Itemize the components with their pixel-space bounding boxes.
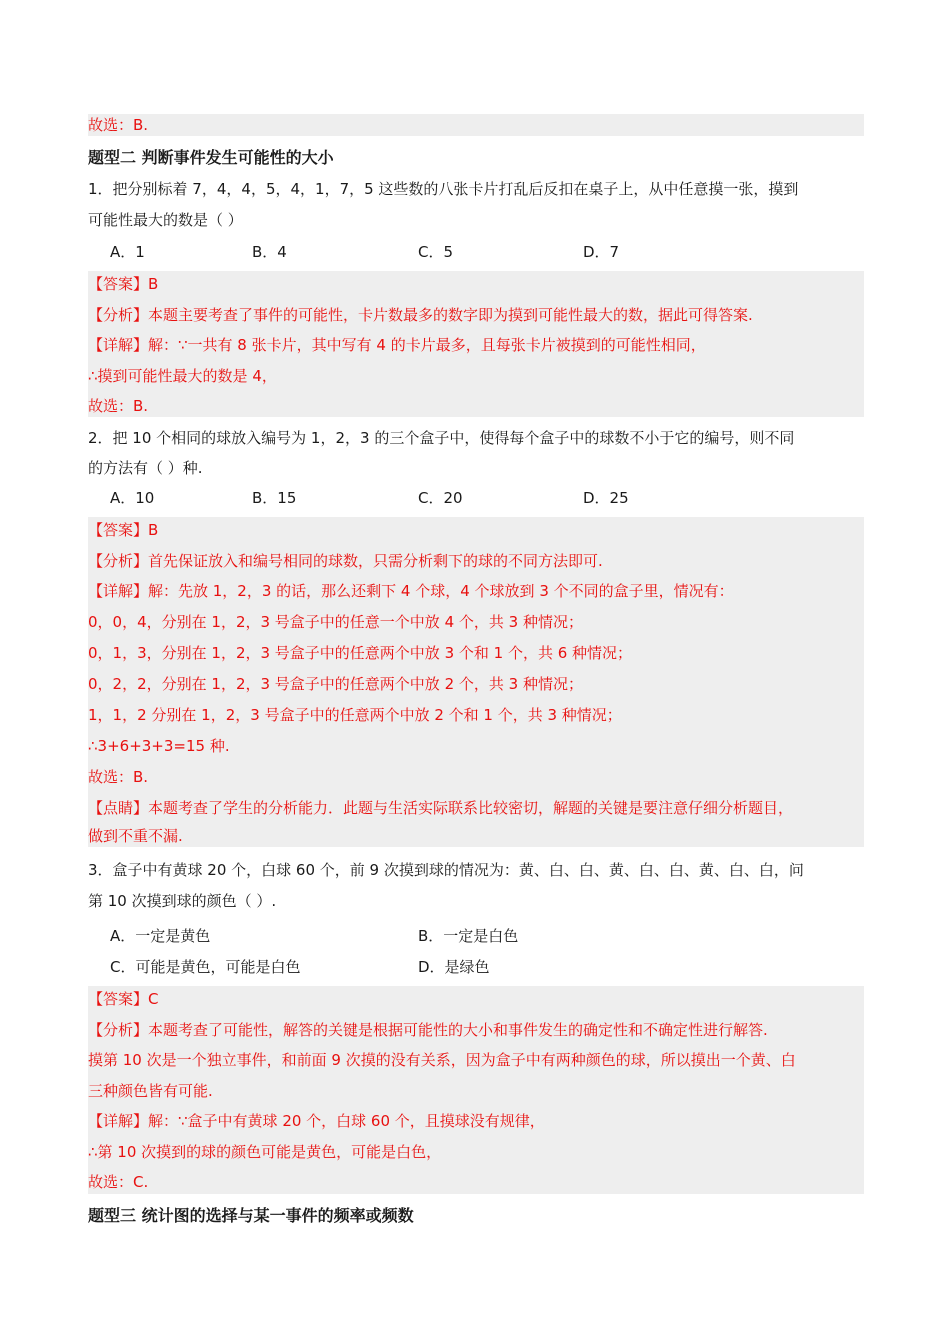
q2-stem-line2: 的方法有（ ）种. <box>88 459 203 477</box>
q2-detail-5: 1，1，2 分别在 1，2，3 号盒子中的任意两个中放 2 个和 1 个，共 3 种情况； <box>88 706 622 724</box>
q2-option-a: A．10 <box>110 489 155 507</box>
section3-title: 题型三 统计图的选择与某一事件的频率或频数 <box>88 1206 414 1225</box>
q2-detail-1: 【详解】解：先放 1，2，3 的话，那么还剩下 4 个球，4 个球放到 3 个不同的盒子里，情况有： <box>88 582 734 600</box>
q1-option-d: D．7 <box>583 243 620 261</box>
q2-detail-6: ∴3+6+3+3=15 种. <box>88 737 230 755</box>
q3-option-c: C．可能是黄色，可能是白色 <box>110 958 301 976</box>
section2-title: 题型二 判断事件发生可能性的大小 <box>88 148 334 167</box>
q2-option-d: D．25 <box>583 489 629 507</box>
q2-comment-2: 做到不重不漏. <box>88 827 183 845</box>
q1-stem-line1: 1．把分别标着 7，4，4，5，4，1，7，5 这些数的八张卡片打乱后反扣在桌子上，从中任意摸一张，摸到 <box>88 180 799 198</box>
q2-detail-2: 0，0，4，分别在 1，2，3 号盒子中的任意一个中放 4 个，共 3 种情况； <box>88 613 583 631</box>
top-answer-block <box>88 114 864 136</box>
q1-stem-line2: 可能性最大的数是（ ） <box>88 211 243 229</box>
q3-stem-line1: 3．盒子中有黄球 20 个，白球 60 个，前 9 次摸到球的情况为：黄、白、白、黄、白、白、黄、白、白，问 <box>88 861 804 879</box>
q2-answer: 【答案】B <box>88 521 159 539</box>
q2-conclusion: 故选：B. <box>88 768 149 786</box>
q2-answer-block <box>88 517 864 847</box>
q3-analysis-3: 三种颜色皆有可能. <box>88 1082 213 1100</box>
q1-answer: 【答案】B <box>88 275 159 293</box>
q1-answer-block <box>88 271 864 417</box>
q3-option-b: B．一定是白色 <box>418 927 519 945</box>
q3-conclusion: 故选：C. <box>88 1173 149 1191</box>
q3-detail-2: ∴第 10 次摸到的球的颜色可能是黄色，可能是白色， <box>88 1143 442 1161</box>
q1-detail-1: 【详解】解：∵一共有 8 张卡片，其中写有 4 的卡片最多，且每张卡片被摸到的可能性相同， <box>88 336 706 354</box>
q3-analysis-1: 【分析】本题考查了可能性，解答的关键是根据可能性的大小和事件发生的确定性和不确定性进行解答. <box>88 1021 768 1039</box>
q1-analysis: 【分析】本题主要考查了事件的可能性，卡片数最多的数字即为摸到可能性最大的数，据此可得答案. <box>88 306 753 324</box>
q2-comment-1: 【点睛】本题考查了学生的分析能力．此题与生活实际联系比较密切，解题的关键是要注意仔细分析题目， <box>88 799 794 817</box>
q3-option-d: D．是绿色 <box>418 958 490 976</box>
q3-analysis-2: 摸第 10 次是一个独立事件，和前面 9 次摸的没有关系，因为盒子中有两种颜色的球，所以摸出一个黄、白 <box>88 1051 796 1069</box>
q3-option-a: A．一定是黄色 <box>110 927 211 945</box>
q3-answer: 【答案】C <box>88 990 159 1008</box>
q2-detail-3: 0，1，3，分别在 1，2，3 号盒子中的任意两个中放 3 个和 1 个，共 6 种情况； <box>88 644 633 662</box>
q2-analysis: 【分析】首先保证放入和编号相同的球数，只需分析剩下的球的不同方法即可. <box>88 552 603 570</box>
q1-option-b: B．4 <box>252 243 287 261</box>
q3-stem-line2: 第 10 次摸到球的颜色（ ）. <box>88 892 277 910</box>
q2-option-c: C．20 <box>418 489 463 507</box>
q3-detail-1: 【详解】解：∵盒子中有黄球 20 个，白球 60 个，且摸球没有规律， <box>88 1112 545 1130</box>
q2-detail-4: 0，2，2，分别在 1，2，3 号盒子中的任意两个中放 2 个，共 3 种情况； <box>88 675 583 693</box>
q3-answer-block <box>88 986 864 1194</box>
top-conclusion: 故选：B. <box>88 116 149 134</box>
q1-option-a: A．1 <box>110 243 145 261</box>
q1-detail-2: ∴摸到可能性最大的数是 4， <box>88 367 277 385</box>
q1-option-c: C．5 <box>418 243 454 261</box>
q2-option-b: B．15 <box>252 489 297 507</box>
q2-stem-line1: 2．把 10 个相同的球放入编号为 1，2，3 的三个盒子中，使得每个盒子中的球数不小于它的编号，则不同 <box>88 429 795 447</box>
q1-conclusion: 故选：B. <box>88 397 149 415</box>
